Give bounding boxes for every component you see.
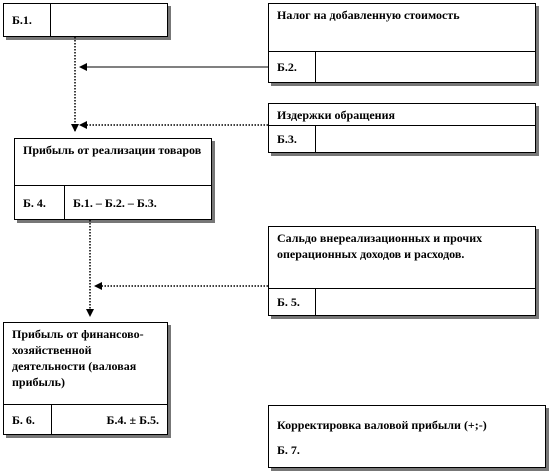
node-b4-code: Б. 4. <box>15 186 65 219</box>
node-b7-code: Б. 7. <box>277 443 300 458</box>
node-b1-code: Б.1. <box>4 4 51 36</box>
node-b5-title: Сальдо внереализационных и прочих операционных доходов и расходов. <box>269 227 535 289</box>
node-b5-code: Б. 5. <box>269 289 316 315</box>
node-b2-title: Налог на добавленную стоимость <box>269 4 535 52</box>
node-b3-title: Издержки обращения <box>269 104 535 126</box>
node-b6-title: Прибыль от финансово-хозяйственной деятельности (валовая прибыль) <box>4 323 167 405</box>
node-b7-title: Корректировка валовой прибыли (+;-) <box>277 417 487 432</box>
node-b4-value: Б.1. – Б.2. – Б.3. <box>73 195 157 210</box>
node-b6-value: Б.4. ± Б.5. <box>106 412 159 427</box>
node-b4-title: Прибыль от реализации товаров <box>15 139 211 186</box>
node-b3-code: Б.3. <box>269 126 316 152</box>
node-b2-code: Б.2. <box>269 52 316 82</box>
node-b6-code: Б. 6. <box>4 405 52 434</box>
